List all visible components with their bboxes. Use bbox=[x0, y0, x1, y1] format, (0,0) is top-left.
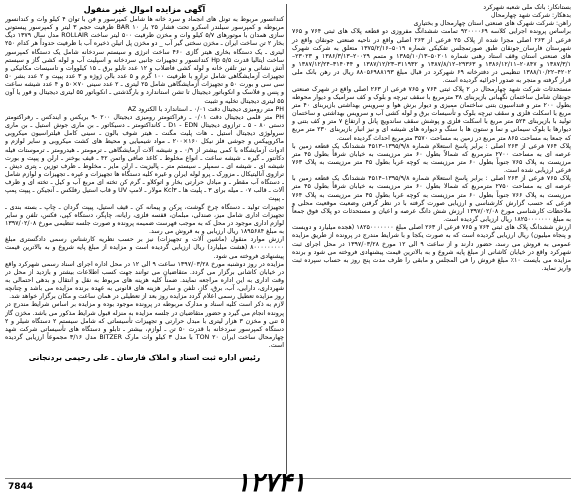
left-paragraph: تجهیزات تولید ـ دستگاه چرخ گوشت، پرکن و پیمانه کن ـ قیف استیل، پیپت گردان ـ چاپ ـ بسته بندی ـ تجهیزات اداری شامل میز، صندلی، مبلمان، قفسه فلزی، رایانه، چاپگر، دستگاه کپی، فکس، تلفن و سایر لوازم اداری موجود در محل که به موجب فهرست ضمیمه پرونده و صورت جلسه تنظیمی مورخ ۱۳۹۷/۰۲/۰۸ به مبلغ ۱۸۹۵۶۸۴ ریال ارزیابی و به فروش می رسد. bbox=[5, 203, 284, 236]
left-paragraph: PH متر قلمی دیجیتال دقت ۰/۰۱ ـ رفراکتومتر رومیزی دیجیتال ۲۰۰ -۹ بریکس و ایندکس ـ رفراکتومتر دستی ۸۰ - ۵ ـ ترازوی دیجیتال D۱ - EDN ـ کانداکتومتر ـ دسیکاتور ـ بن ماری جوش استیل ـ بن ماری سرولوژی دیجیتال استیل ـ هات پلیت مگنت ـ هیتر شوف بالون ـ سینی کامل فیلتراسیون میکروبی ماکروپیکس و جوشی فلز نیکل ۱۶۰×۲۰۰ ـ مواد شیمیایی و محیط های کشت میکروبی و سایر لوازم و ادوات آزمایشگاه با کمی بیشتر از ۰/۹ ـ و شیشه آلات آزمایشگاهی ـ ترمومتر ـ هیدرومتر ـ ترموستات فیله دکانتور ـ گیره ـ شیشه ساعت ـ انواع مخلوط ـ کاغذ صافی واتمن ۴۲ ـ قیف بوخنر ـ ارلن و پیپت و بورت شیشه ای ـ شیشه ای ـ سمپلر ـ سیستم متر ـ پالیزیت ـ ارلن مایر ـ مخلوط ـ ظرف توزین ـ پتری دیش ـ ترازوی آنالیتیکال ـ مزورک ـ پرو لوله ایرلن و غیره کلیه دستگاه ها تجهیزات و غیره ـ تجهیزات و لوازم شامل ـ دستگاه آب مقطر ـ و مبادل حرارتی بخار و اتوکلاو ـ گرم کن تخته ای مربع آب و کیل ـ تخته ای و ظرف آلات ـ قالب ۰۷ ـ میله برای ۳ ـ پلیت ها ـ Kcl۳ مولار ـ لامپ UV و قاب استیل رفلکس ـ آنجیکن ـ پیپت پمپ ـ پیپت bbox=[5, 113, 284, 203]
right-paragraph: بدهکار: شرکت شهد چهارمحال bbox=[490, 12, 571, 20]
right-paragraph: مستحدثات شرکت شهد چهارمحال در ۲ پلاک ثبتی ۷۶۴ و ۷۶۵ فرعی از ۲۶۳ اصلی واقع در شهرک صنعتی جونقان شامل ساختمان نگهبانی بازیربنای ۳۸ مترمربع با سقف تیرچه و بلوک و کف سرامیک و دیوار محوطه بطول ۲۰۰ متر و فنداسیون بتنی ساختمان ممیزی و دیوار برش هوا و سرویس بهداشتی بازیربنای ۴۰ متر مربع با اسکلت فلزی و سقف تیرچه بلوک و تأسیسات برق و لوله کشی آب و سرویس بهداشتی و ساختمان تولید با بازیربنای ۵۲۴ متر مربع با اسکلت فلزی و پوشش سقف ساندویچ پانل و ارتفاع ۷ متر و کف بتنی و دیوارها با بلوک سیمانی و نما و ستون ها با سنگ و دیواره های شیشه ای و نیز انبار بازیربنای ۲۳۰ متر مربع که جمعا به مساحت ۸۶۵ متر مربع در زمین به مساحت ۳۵۷۰ مترمربع احداث گردیده است. bbox=[292, 85, 571, 142]
right-paragraph: ارزش ششدانگ پلاک های ثبتی ۷۶۴ و ۷۶۵ فرعی از ۲۶۳ اصلی مبلغ ۱۸۲۵۰۰۰۰۰۰۰ (هجده میلیارد و دویست و پنجاه میلیون) ریال ارزیابی گردیده است که به صورت یکجا و با شرایط مندرج در پرونده از طریق مزایده عمومی به فروش می رسد، حضور دارند و از ساعت ۹ الی ۱۲ مورخ ۱۳۹۷/۰۳/۲۸ در محل اجرای ثبت شهرکرد واقع در خیابان کاشانی از مبلغ پایه شروع و به بالاترین قیمت پیشنهادی فروخته می شود و برنده مزایده می بایست ۱۰٪ مبلغ فروش را فی المجلس و مابقی را ظرف مدت پنج روز به حساب سپرده ثبت واریز نماید. bbox=[292, 224, 571, 272]
right-paragraph: براساس پرونده اجرایی کلاسه ۹۲۰۰۰۰۶۹ تمامت ششدانگ مفروزی دو قطعه پلاک های ثبتی ۷۶۴ و ۷۶۵ فرعی از ۲۶۳ اصلی مجزا شده از پلاک ۲۵ فرعی از ۲۶۳ اصلی واقع در ناحیه صنعتی جونقان واقع در شهرستان فارسان_جونقان طبق صورتمجلس تفکیکی شماره ۵۰۱۹–۱۳۷۵/۲/۱۶ متعلق به شرکت شهرک های صنعتی استان وقف استاد رهنی شماره ۵۰۲۰۱–۱۳۸۵/۱۰/۱۳ و متمم ۲۰۰۲۹–۱۳۸۶/۳/۱۳ و ۲۳۰۲۳–۱۳۸۷/۳/۱ و ۲۰۸۴۷–۱۳۸۶/۱۲/۱۱ و ۲۹۳۶۳–۱۳۸۷/۸/۱۲ و ۳۱۱۹۳۲–۱۳۸۷/۱۲/۲۳ و ۳۱۴۰۴۴–۱۳۸۷/۱۲/۲۴ و ۴۲۰۲–۱۳۸۸/۱۰/۲۲ تنظیمی در دفترخانه ۶۹ شهرکرد در قبال مبلغ ۸۸۰۵۶۹۸۸۱۹۳ ریال در رهن بانک ملی قرار گرفته و منجر به صدور اجرائیه گردیده است. bbox=[292, 28, 571, 85]
signature-line: رئیس اداره ثبت اسناد و املاک فارسان ـ علی رحیمی بردنجانی bbox=[28, 353, 261, 363]
left-paragraph: کندانسور مربوط به تونل های انجماد و سرد خانه ها شامل کمپرسور و فن با توان ۴ کیلو وات و کندانسور مربوطه و کمپرسور سیلندر اسکرو تحت فشار ۲۵ بار BAR ۱۰ ظرفیت حجم ۳ لیتر و کمپرسور پیستونی سازی همدان با موتورهای ۵/۷ کیلو وات و مخزن ظرفیت ۵۰۰ لیتر ساخت ROLLAIR مدل سال ۱۳۷۹ دیگ بخار ۲ تن ساخت ایران ـ مخزن سختی گیر آب _ دو مخزن پل اتیلن ذخیره آب با ظرفیت حدوداً هر کدام ۲۵۰ لیتری ـ یک دستگاه بخاری هیتر گازی ۴۶۰ ساخت انرژی و سیستم سردخانه شامل یک دستگاه کمپرسور ساخت ایتالیا قدرت Hp ۵/۵ کندانسور و تجهیزات جانبی سردخانه و اسپلیت آب و لوله کشی گاز و سیستم آتش نشانی و نیز تلفن خانه و لوله کشی فاضلاب و ۱۲ عدد تابلو برق ـ ۱۵ کیلووات و تاسیسات مکانیکی و تجهیزات آزمایشگاهی شامل ترازو با ظرفیت ۱۰۰ گرم و ۵ عدد بالن ژوژه و ۳ عدد پیپت و ۲ عدد بشر ۵۰ سی سی و بورت ۵۰ و تجهیزات آزمایشگاهی شامل ۲۵ لیتری ـ ۲ عدد سینی ۷۰×۵۰ و ۴ عدد شیشه ساعت و پنس و فلاسک و انکوباتور دیجیتال تا تشن استاندارد و بارگذشتی ـ انکوباتور ۵۵ لیتری دیجیتال و فور یا آون ۵۵ لیتری دیجیتال تخلیه و تثبیت bbox=[5, 16, 284, 105]
right-paragraph: راهن: شرکت شهرک های صنعتی استان چهارمحال و بختیاری bbox=[413, 20, 571, 28]
right-paragraph: بستانکار: بانک ملی شعبه شهرکرد bbox=[483, 4, 571, 11]
left-column bbox=[5, 4, 284, 474]
left-paragraph: PH متر رومیزی دیجیتال دقت ۰/۰۱ ـ استاندارد با الکترود AZ bbox=[127, 105, 284, 113]
notice-heading: آگهی مزایده اموال غیر منقول bbox=[83, 4, 206, 14]
right-paragraph: پلاک ۷۶۴ فرعی از ۲۶۳ اصلی : برابر پاسخ استعلام شماره ۱۳۹۵/۹/۸–۴۵۱۳ ششدانگ یک قطعه زمین با عرصه ای به مساحت ۲۷۰۰ مترمربع که شمالاً بطول ۶۰ متر مرزیست به خیابان شرقاً بطول ۴۵ متر مرزیست به پلاک ۷۶۵ جنوباً بطول ۶۰ متر مرزیست به کوچه غربا بطول ۴۵ متر مرزیست به پلاک ۷۶۳ فرعی ارزیابی شده است. bbox=[292, 142, 571, 175]
right-column bbox=[288, 4, 571, 474]
left-paragraph: ارزش موارد منقول (ماشین آلات و تجهیزات) نیز بر حسب نظریه کارشناس رسمی دادگستری مبلغ ۸۰۰۰۰۰۰۰۰۰ (هشت میلیارد) ریال ارزیابی گردیده است و مزایده از مبلغ پایه شروع و به بالاترین قیمت پیشنهادی فروخته می شود. bbox=[5, 236, 284, 260]
column-divider bbox=[286, 4, 287, 474]
newspaper-notice bbox=[5, 4, 571, 474]
left-paragraph: مزایده در روز دوشنبه مورخ ۱۳۹۷/۰۳/۲۸ ساعت ۹ الی ۱۲ در محل اداره اجرای اسناد رسمی شهرکرد واقع در خیابان کاشانی برگزار می گردد. متقاضیان می توانند جهت کسب اطلاعات بیشتر و بازدید از محل در وقت اداری به این اداره مراجعه نمایند. ضمناً کلیه هزینه های مربوط به نقل و انتقال و بدهی احتمالی به شهرداری، دارایی، آب، برق، گاز، تلفن و سایر هزینه های قانونی به عهده برنده مزایده می باشد و چنانچه روز مزایده تعطیل رسمی اعلام گردد مزایده روز بعد از تعطیلی در همان ساعت و مکان برگزار خواهد شد. bbox=[5, 260, 284, 301]
right-paragraph: پلاک ۷۶۵ فرعی از ۲۶۳ اصلی : برابر پاسخ استعلام شماره ۱۳۹۵/۹/۸–۴۵۱۴ ششدانگ یک قطعه زمین با عرصه ای به مساحت ۲۷۵۰ مترمربع که شمالا بطول ۶۰ متر مرزیست به خیابان شرقاً بطول ۴۵ متر مرزیست به پلاک ۷۶۶ جنوباً بطول ۶۰ متر مرزیست به کوچه غربا بطول ۴۵ متر مرزیست به پلاک ۷۶۴ فرعی که حسب گزارش کارشناسی و ارزیابی صورت گرفته با در نظر گرفتن وضعیت موقعیت محلی و ملاحظات کارشناسی مورخ ۱۳۹۷/۰۲/۰۸ ارزش شش دانگ عرصه و اعیان و مستحدثات دو پلاک فوق جمعاً به مبلغ ۱۸۲۵۰۰۰۰۰۰۰ ریال ارزیابی گردیده است. bbox=[292, 175, 571, 224]
serial-number: 7844 bbox=[8, 482, 34, 492]
left-paragraph: لازم به ذکر است کلیه اسناد و مدارک مربوطه در پرونده موجود بوده و مزایده بر اساس شرایط مندرج در پرونده انجام می گیرد و حضور متقاضیان در جلسه مزایده به منزله قبول شرایط مذکور می باشد. مخزن گاز ۵ تنی و مخزن ۳ هزار لیتری با مبدل حرارتی و تجهیزات تأسیساتی که شامل سیستم ۲ دستگاه شیلر و ۲ دستگاه کمپرسور سردخانه با قدرت ۵۰ تن ـ لوازم، بیشتر ـ تابلو و دستگاه های تأسیساتی شرکت شهد چهارمحال ساخت ایران ۲۰ TON با مدل ۳ کیلو وات مارک BITZER مدل ۳/۱۶ مجموعاً ارزیابی گردیده است. bbox=[5, 301, 284, 350]
handwritten-number: ۱۲۷۴۱ bbox=[236, 468, 306, 498]
